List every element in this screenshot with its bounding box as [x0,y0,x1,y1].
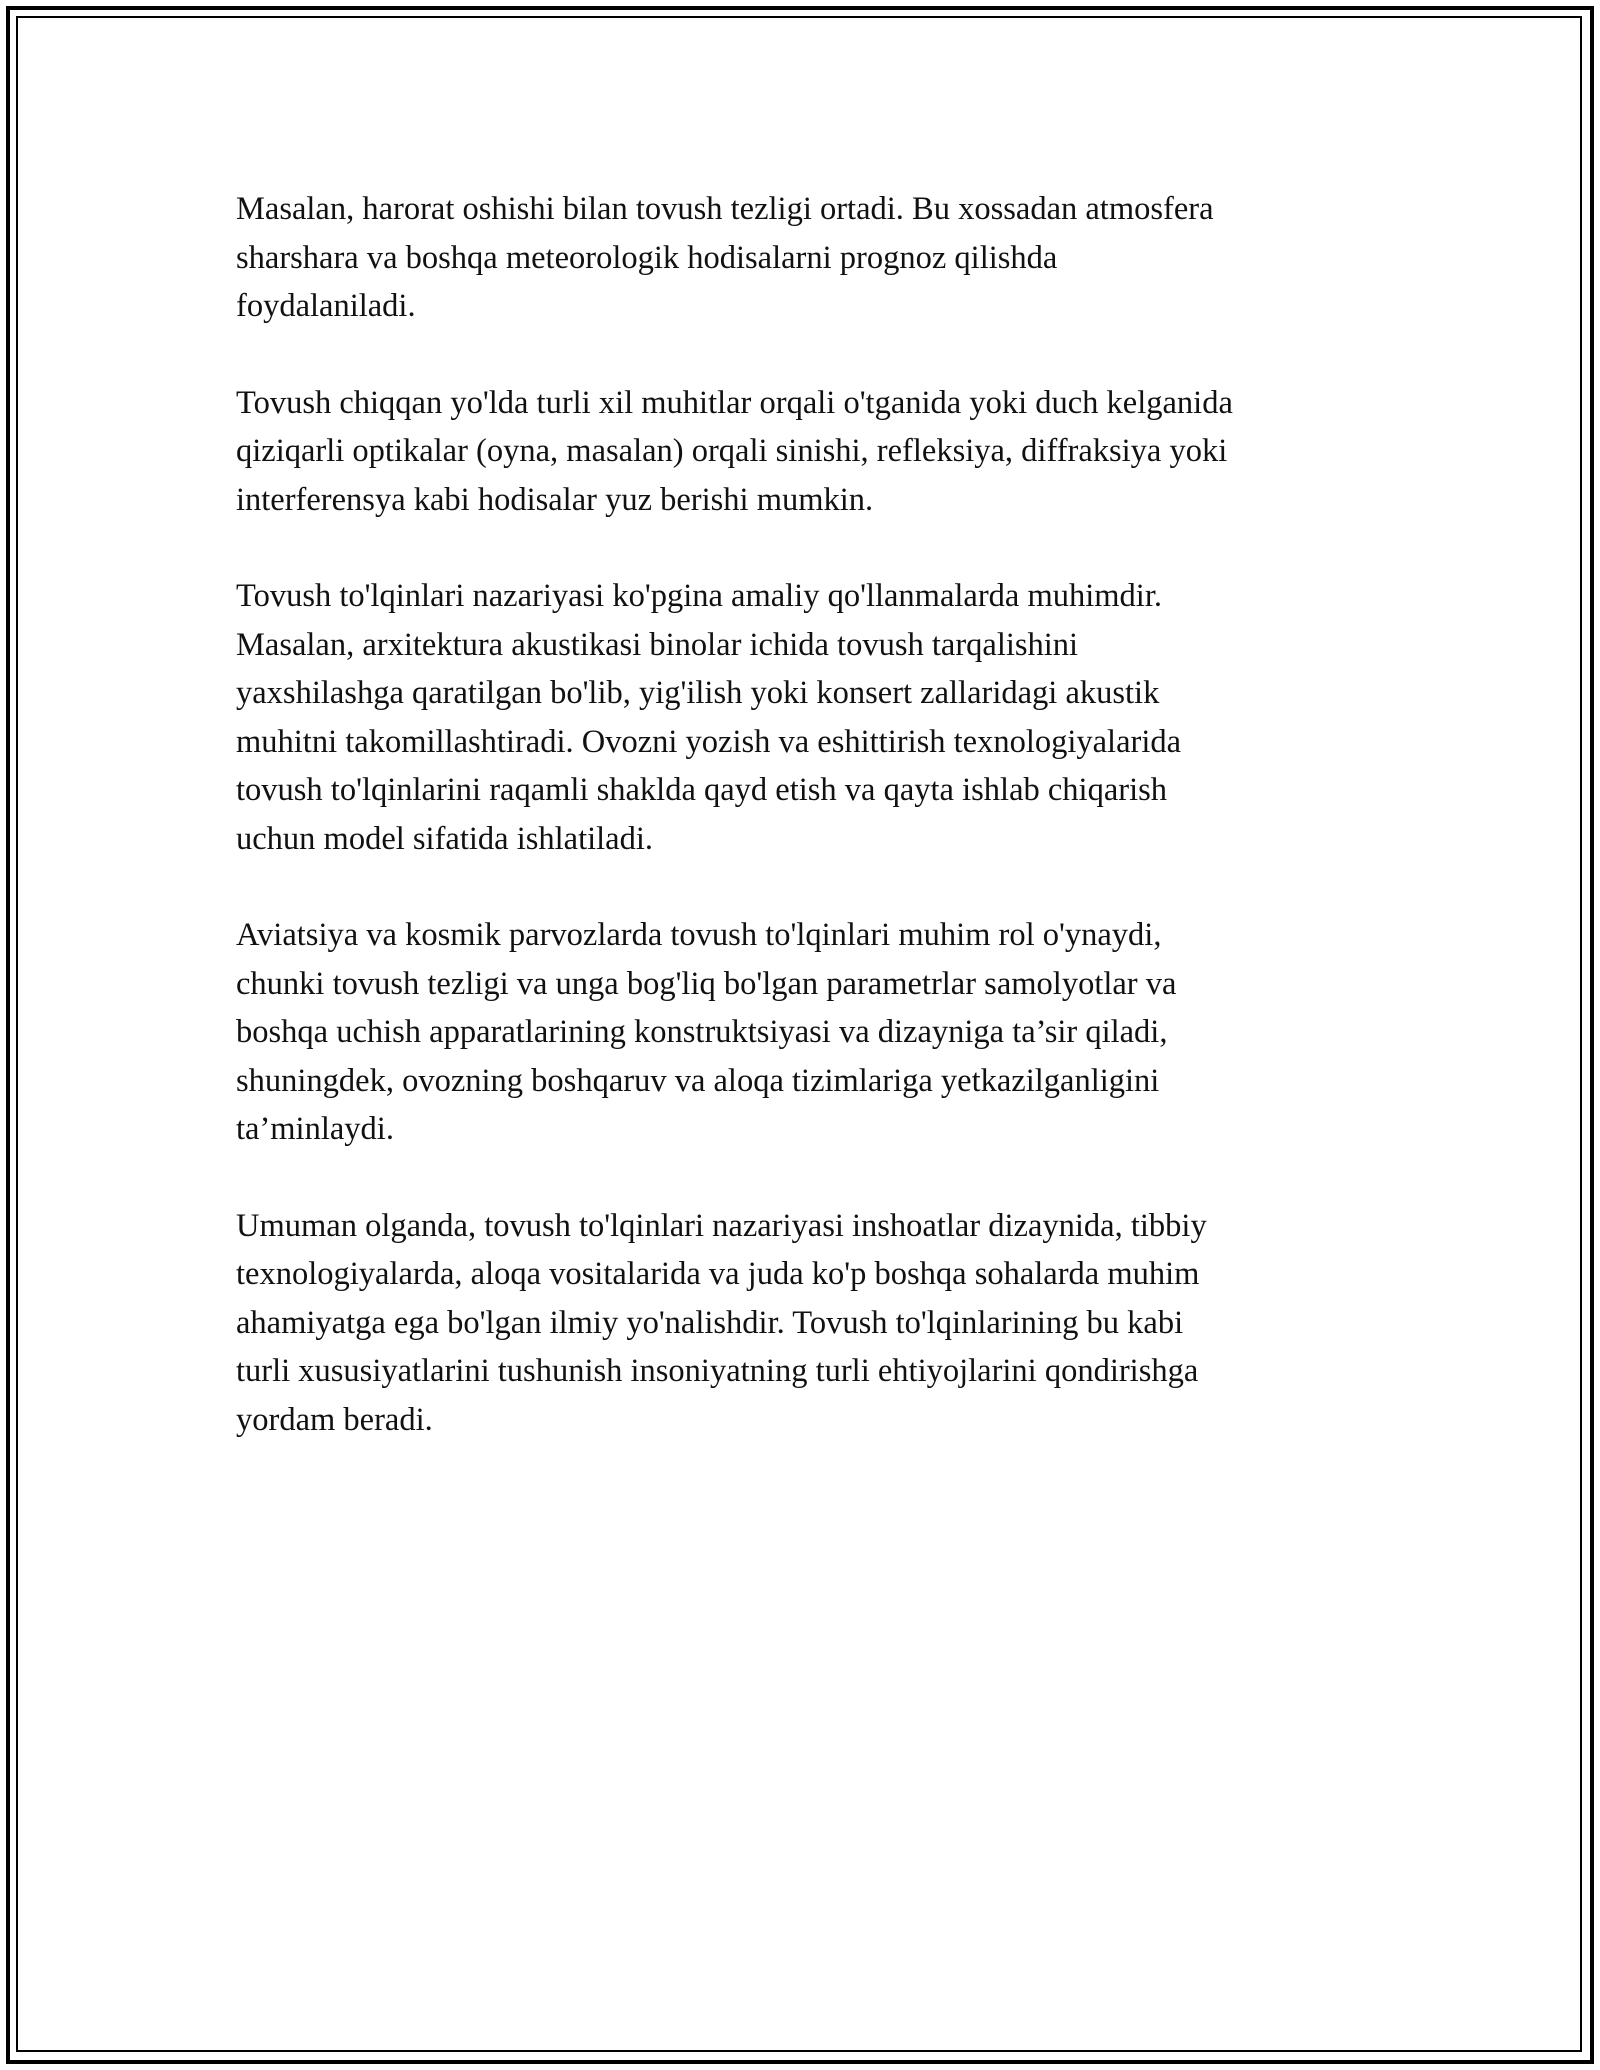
document-body [236,185,1366,1492]
paragraph-4: Aviatsiya va kosmik parvozlarda tovush to'lqinlari muhim rol o'ynaydi, chunki tovush tezligi va unga bog'liq bo'lgan parametrlar samolyotlar va boshqa uchish apparatlarining konstruktsiyasi va dizayniga ta’sir qiladi, shuningdek, ovozning boshqaruv va aloqa tizimlariga yetkazilganligini ta’minlaydi. [236,917,1177,1147]
paragraph-3: Tovush to'lqinlari nazariyasi ko'pgina amaliy qo'llanmalarda muhimdir. Masalan, arxitektura akustikasi binolar ichida tovush tarqalishini yaxshilashga qaratilgan bo'lib, yig'ilish yoki konsert zallaridagi akustik muhitni takomillashtiradi. Ovozni yozish va eshittirish texnologiyalarida tovush to'lqinlarini raqamli shaklda qayd etish va qayta ishlab chiqarish uchun model sifatida ishlatiladi. [236,578,1182,857]
paragraph-5: Umuman olganda, tovush to'lqinlari nazariyasi inshoatlar dizaynida, tibbiy texnologiyalarda, aloqa vositalarida va juda ko'p boshqa sohalarda muhim ahamiyatga ega bo'lgan ilmiy yo'nalishdir. Tovush to'lqinlarining bu kabi turli xususiyatlarini tushunish insoniyatning turli ehtiyojlarini qondirishga yordam beradi. [236,1207,1207,1438]
paragraph-1: Masalan, harorat oshishi bilan tovush tezligi ortadi. Bu xossadan atmosfera sharshara va boshqa meteorologik hodisalarni prognoz qilishda foydalaniladi. [236,191,1214,324]
paragraph-2: Tovush chiqqan yo'lda turli xil muhitlar orqali o'tganida yoki duch kelganida qiziqarli optikalar (oyna, masalan) orqali sinishi, refleksiya, diffraksiya yoki interferensya kabi hodisalar yuz berishi mumkin. [236,384,1233,518]
